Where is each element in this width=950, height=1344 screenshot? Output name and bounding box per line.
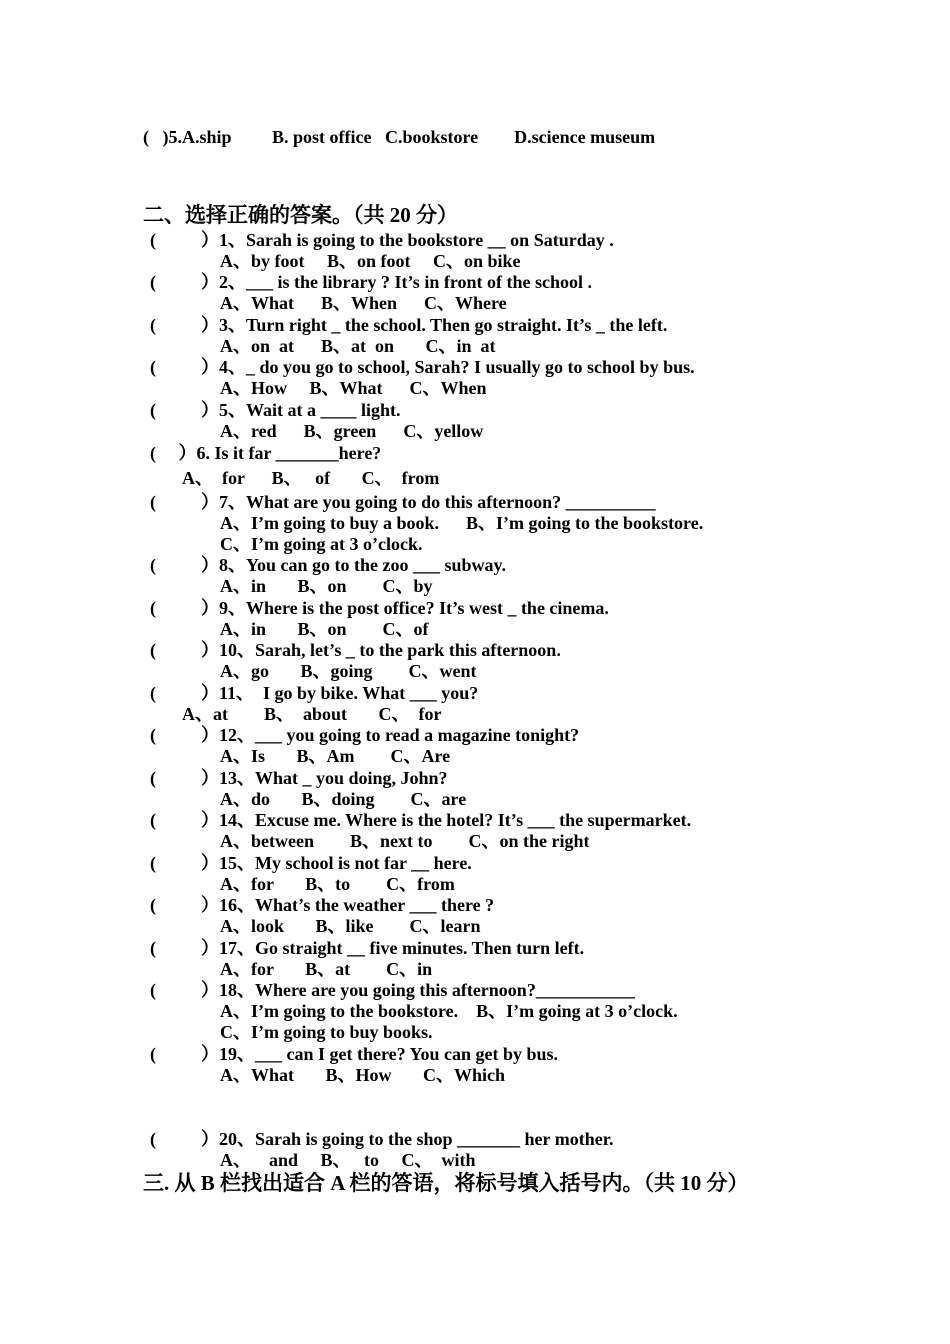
options-line: A、 and B、 to C、 with: [220, 1150, 476, 1170]
question-line: ( ）3、Turn right _ the school. Then go straight. It’s _ the left.: [150, 315, 668, 335]
options-line: A、What B、How C、Which: [220, 1065, 506, 1085]
question-line: ( ）7、What are you going to do this afternoon? __________: [150, 492, 656, 512]
question-line: ( ）14、Excuse me. Where is the hotel? It’s ___ the supermarket.: [150, 810, 692, 830]
question-line: ( ）19、___ can I get there? You can get by bus.: [150, 1044, 558, 1064]
options-line: A、I’m going to buy a book. B、I’m going to the bookstore.: [220, 513, 704, 533]
question-line: ( ）4、_ do you go to school, Sarah? I usually go to school by bus.: [150, 357, 695, 377]
options-line: A、between B、next to C、on the right: [220, 831, 590, 851]
question-line: ( ）15、My school is not far __ here.: [150, 853, 472, 873]
question-5-options: ( )5.A.ship B. post office C.bookstore D.science museum: [143, 127, 656, 147]
question-line: ( ）13、What _ you doing, John?: [150, 768, 448, 788]
question-line: ( ）16、What’s the weather ___ there ?: [150, 895, 495, 915]
options-line: A、go B、going C、went: [220, 661, 477, 681]
question-line: ( ）9、Where is the post office? It’s west _ the cinema.: [150, 598, 609, 618]
question-line: ( ）18、Where are you going this afternoon?___________: [150, 980, 635, 1000]
question-line: ( ）6. Is it far _______here?: [150, 443, 382, 463]
question-line: ( ）20、Sarah is going to the shop _______ her mother.: [150, 1129, 614, 1149]
options-line: A、What B、When C、Where: [220, 293, 507, 313]
options-line: A、do B、doing C、are: [220, 789, 467, 809]
options-line: A、Is B、Am C、Are: [220, 746, 451, 766]
question-line: ( ）1、Sarah is going to the bookstore __ on Saturday .: [150, 230, 614, 250]
question-line: ( ）17、Go straight __ five minutes. Then turn left.: [150, 938, 585, 958]
options-line: A、in B、on C、by: [220, 576, 433, 596]
options-line: A、by foot B、on foot C、on bike: [220, 251, 521, 271]
question-line: ( ）10、Sarah, let’s _ to the park this afternoon.: [150, 640, 561, 660]
options-line: A、at B、 about C、 for: [182, 704, 442, 724]
question-line: ( ）5、Wait at a ____ light.: [150, 400, 401, 420]
options-line: A、How B、What C、When: [220, 378, 487, 398]
question-line: ( ）12、___ you going to read a magazine tonight?: [150, 725, 580, 745]
options-line: C、I’m going to buy books.: [220, 1022, 433, 1042]
options-line: A、for B、at C、in: [220, 959, 433, 979]
options-line: A、look B、like C、learn: [220, 916, 481, 936]
question-line: ( ）11、 I go by bike. What ___ you?: [150, 683, 479, 703]
options-line: A、I’m going to the bookstore. B、I’m going at 3 o’clock.: [220, 1001, 678, 1021]
options-line: A、on at B、at on C、in at: [220, 336, 496, 356]
question-line: ( ）2、___ is the library ? It’s in front of the school .: [150, 272, 592, 292]
options-line: A、 for B、 of C、 from: [182, 468, 440, 488]
options-line: A、for B、to C、from: [220, 874, 455, 894]
options-line: C、I’m going at 3 o’clock.: [220, 534, 423, 554]
options-line: A、in B、on C、of: [220, 619, 429, 639]
section-2-heading: 二、选择正确的答案。（共 20 分）: [143, 203, 458, 227]
section-3-heading: 三. 从 B 栏找出适合 A 栏的答语，将标号填入括号内。（共 10 分）: [143, 1171, 749, 1195]
question-line: ( ）8、You can go to the zoo ___ subway.: [150, 555, 507, 575]
options-line: A、red B、green C、yellow: [220, 421, 484, 441]
